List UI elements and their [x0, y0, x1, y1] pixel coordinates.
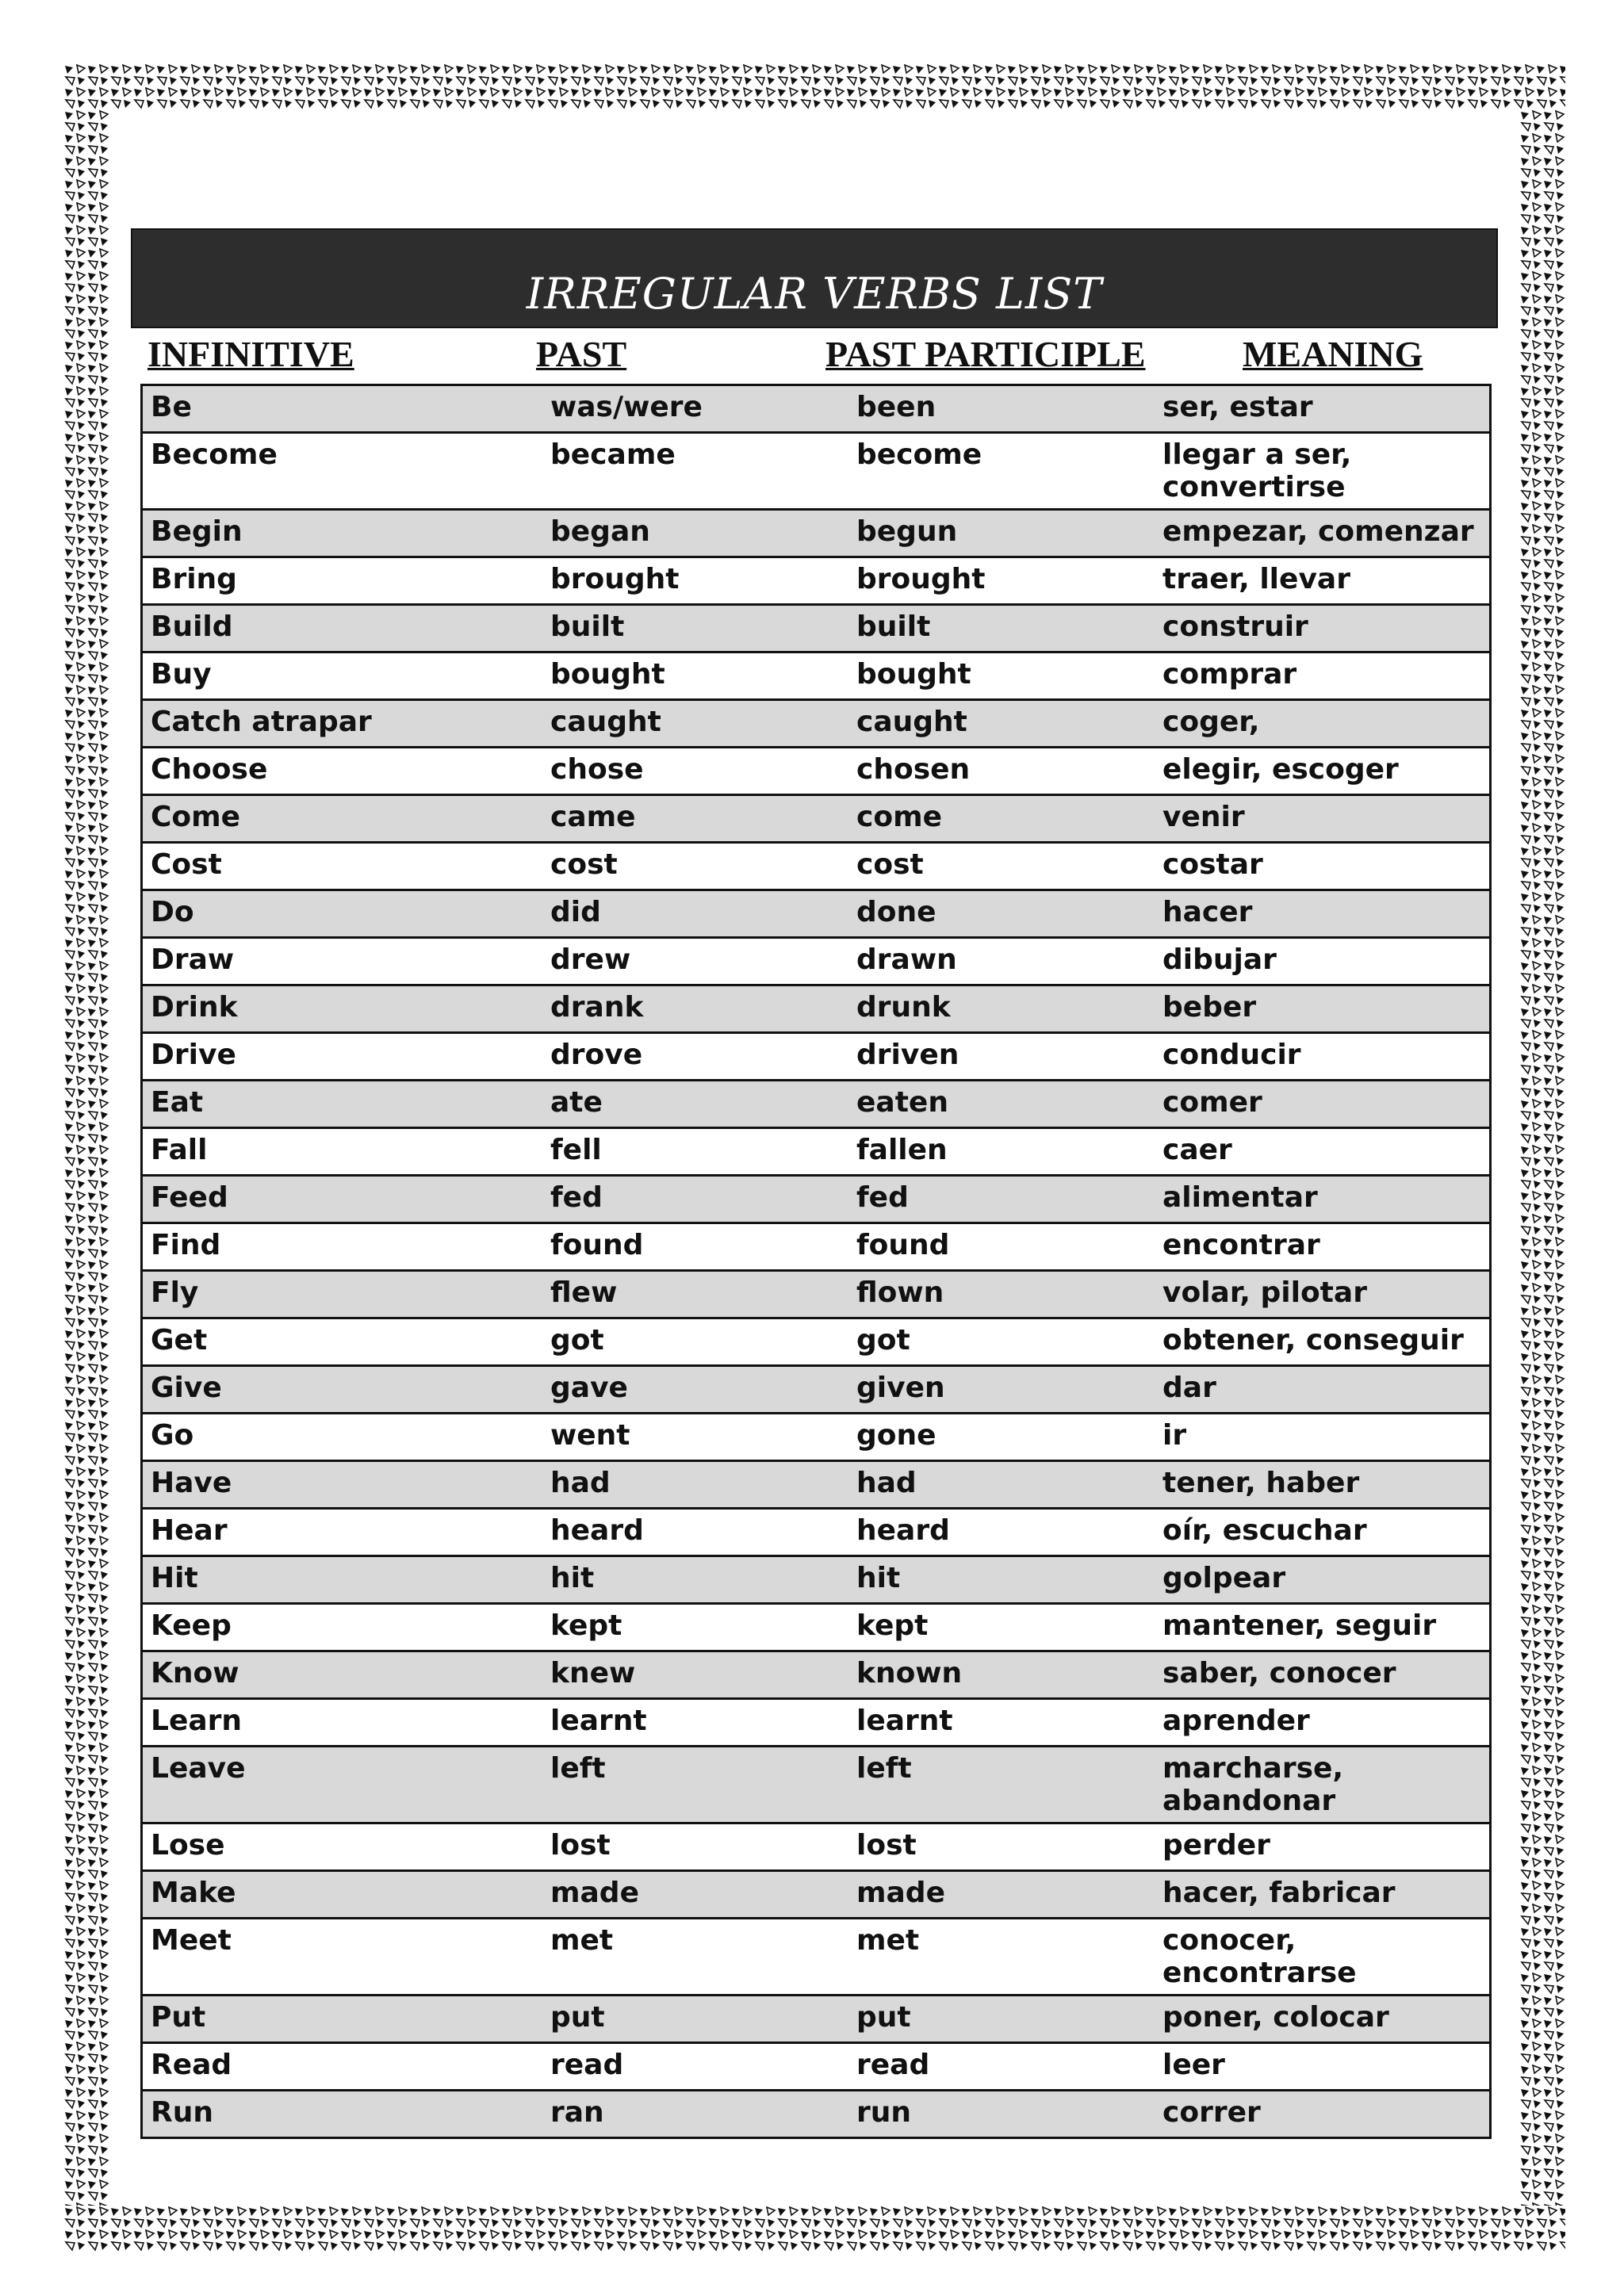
cell-infinitive: Keep	[142, 1604, 543, 1651]
cell-infinitive: Become	[142, 433, 543, 510]
cell-meaning: conocer, encontrarse	[1155, 1919, 1491, 1996]
cell-infinitive: Hit	[142, 1556, 543, 1604]
cell-meaning: encontrar	[1155, 1223, 1491, 1271]
cell-infinitive: Hear	[142, 1509, 543, 1556]
cell-past-participle: left	[848, 1747, 1155, 1823]
table-row	[142, 1318, 1491, 1366]
cell-past: met	[542, 1919, 848, 1996]
table-row	[142, 1271, 1491, 1318]
cell-meaning: leer	[1155, 2043, 1491, 2091]
cell-infinitive: Cost	[142, 843, 543, 890]
cell-past-participle: hit	[848, 1556, 1155, 1604]
cell-meaning: hacer	[1155, 890, 1491, 938]
cell-past-participle: become	[848, 433, 1155, 510]
cell-past: had	[542, 1461, 848, 1509]
cell-meaning: oír, escuchar	[1155, 1509, 1491, 1556]
cell-past: began	[542, 510, 848, 557]
cell-meaning: traer, llevar	[1155, 557, 1491, 605]
cell-past-participle: built	[848, 605, 1155, 652]
cell-infinitive: Come	[142, 795, 543, 843]
table-row	[142, 890, 1491, 938]
table-row	[142, 985, 1491, 1033]
column-header-past: PAST	[536, 334, 627, 374]
table-row	[142, 843, 1491, 890]
cell-past-participle: gone	[848, 1414, 1155, 1461]
cell-past: ate	[542, 1081, 848, 1128]
cell-meaning: costar	[1155, 843, 1491, 890]
cell-infinitive: Draw	[142, 938, 543, 985]
cell-infinitive: Put	[142, 1996, 543, 2043]
cell-past: became	[542, 433, 848, 510]
cell-meaning: empezar, comenzar	[1155, 510, 1491, 557]
cell-past: caught	[542, 700, 848, 748]
cell-meaning: venir	[1155, 795, 1491, 843]
cell-past-participle: driven	[848, 1033, 1155, 1081]
page-title: IRREGULAR VERBS LIST	[526, 269, 1103, 319]
cell-infinitive: Catch atrapar	[142, 700, 543, 748]
cell-meaning: caer	[1155, 1128, 1491, 1176]
cell-meaning: marcharse, abandonar	[1155, 1747, 1491, 1823]
cell-past: ran	[542, 2091, 848, 2138]
cell-past: heard	[542, 1509, 848, 1556]
cell-meaning: comprar	[1155, 652, 1491, 700]
table-row	[142, 652, 1491, 700]
cell-meaning: aprender	[1155, 1699, 1491, 1747]
cell-past: kept	[542, 1604, 848, 1651]
table-row	[142, 1699, 1491, 1747]
cell-past-participle: heard	[848, 1509, 1155, 1556]
cell-past: drank	[542, 985, 848, 1033]
cell-past: left	[542, 1747, 848, 1823]
table-row	[142, 605, 1491, 652]
cell-infinitive: Begin	[142, 510, 543, 557]
cell-past-participle: been	[848, 385, 1155, 433]
cell-past-participle: kept	[848, 1604, 1155, 1651]
column-header-meaning: MEANING	[1243, 334, 1423, 374]
table-row	[142, 1033, 1491, 1081]
cell-past: flew	[542, 1271, 848, 1318]
cell-past: made	[542, 1871, 848, 1919]
cell-past: did	[542, 890, 848, 938]
cell-past-participle: made	[848, 1871, 1155, 1919]
cell-past-participle: learnt	[848, 1699, 1155, 1747]
cell-meaning: coger,	[1155, 700, 1491, 748]
cell-past-participle: cost	[848, 843, 1155, 890]
cell-infinitive: Choose	[142, 748, 543, 795]
cell-past-participle: brought	[848, 557, 1155, 605]
cell-past: learnt	[542, 1699, 848, 1747]
cell-meaning: volar, pilotar	[1155, 1271, 1491, 1318]
cell-infinitive: Run	[142, 2091, 543, 2138]
cell-past: drove	[542, 1033, 848, 1081]
cell-meaning: poner, colocar	[1155, 1996, 1491, 2043]
table-row	[142, 1919, 1491, 1996]
cell-past-participle: flown	[848, 1271, 1155, 1318]
cell-meaning: correr	[1155, 2091, 1491, 2138]
cell-infinitive: Feed	[142, 1176, 543, 1223]
cell-infinitive: Learn	[142, 1699, 543, 1747]
cell-infinitive: Give	[142, 1366, 543, 1414]
cell-meaning: comer	[1155, 1081, 1491, 1128]
cell-infinitive: Be	[142, 385, 543, 433]
cell-past: got	[542, 1318, 848, 1366]
cell-meaning: tener, haber	[1155, 1461, 1491, 1509]
table-row	[142, 1081, 1491, 1128]
cell-past: was/were	[542, 385, 848, 433]
table-row	[142, 1996, 1491, 2043]
cell-past-participle: fed	[848, 1176, 1155, 1223]
cell-meaning: alimentar	[1155, 1176, 1491, 1223]
cell-infinitive: Go	[142, 1414, 543, 1461]
table-row	[142, 1461, 1491, 1509]
cell-infinitive: Drive	[142, 1033, 543, 1081]
cell-infinitive: Find	[142, 1223, 543, 1271]
cell-past-participle: drawn	[848, 938, 1155, 985]
table-row	[142, 2043, 1491, 2091]
table-row	[142, 1747, 1491, 1823]
cell-past-participle: run	[848, 2091, 1155, 2138]
cell-meaning: conducir	[1155, 1033, 1491, 1081]
table-row	[142, 1366, 1491, 1414]
cell-infinitive: Know	[142, 1651, 543, 1699]
cell-meaning: ir	[1155, 1414, 1491, 1461]
cell-past: built	[542, 605, 848, 652]
cell-past-participle: eaten	[848, 1081, 1155, 1128]
cell-past: chose	[542, 748, 848, 795]
cell-meaning: obtener, conseguir	[1155, 1318, 1491, 1366]
cell-past: hit	[542, 1556, 848, 1604]
cell-meaning: mantener, seguir	[1155, 1604, 1491, 1651]
table-row	[142, 795, 1491, 843]
cell-infinitive: Read	[142, 2043, 543, 2091]
cell-past-participle: lost	[848, 1823, 1155, 1871]
cell-past-participle: met	[848, 1919, 1155, 1996]
table-row	[142, 1509, 1491, 1556]
cell-past: read	[542, 2043, 848, 2091]
cell-past-participle: put	[848, 1996, 1155, 2043]
triangle-pattern-icon	[63, 63, 1565, 109]
cell-meaning: beber	[1155, 985, 1491, 1033]
cell-infinitive: Meet	[142, 1919, 543, 1996]
cell-past-participle: got	[848, 1318, 1155, 1366]
cell-meaning: perder	[1155, 1823, 1491, 1871]
table-row	[142, 1414, 1491, 1461]
cell-past: put	[542, 1996, 848, 2043]
table-row	[142, 1871, 1491, 1919]
triangle-pattern-icon	[1519, 109, 1565, 2206]
cell-infinitive: Do	[142, 890, 543, 938]
table-row	[142, 1651, 1491, 1699]
table-row	[142, 510, 1491, 557]
cell-past: gave	[542, 1366, 848, 1414]
table-row	[142, 748, 1491, 795]
cell-infinitive: Fly	[142, 1271, 543, 1318]
cell-past: brought	[542, 557, 848, 605]
table-row	[142, 1176, 1491, 1223]
cell-past: came	[542, 795, 848, 843]
cell-meaning: dibujar	[1155, 938, 1491, 985]
cell-past-participle: had	[848, 1461, 1155, 1509]
cell-infinitive: Leave	[142, 1747, 543, 1823]
cell-past-participle: read	[848, 2043, 1155, 2091]
cell-past-participle: found	[848, 1223, 1155, 1271]
cell-meaning: construir	[1155, 605, 1491, 652]
cell-past-participle: done	[848, 890, 1155, 938]
title-bar	[131, 228, 1498, 328]
cell-past: lost	[542, 1823, 848, 1871]
cell-past-participle: caught	[848, 700, 1155, 748]
cell-past-participle: fallen	[848, 1128, 1155, 1176]
cell-past-participle: bought	[848, 652, 1155, 700]
table-row	[142, 557, 1491, 605]
verbs-table	[140, 384, 1492, 2139]
cell-past-participle: begun	[848, 510, 1155, 557]
cell-infinitive: Bring	[142, 557, 543, 605]
cell-infinitive: Fall	[142, 1128, 543, 1176]
triangle-pattern-icon	[63, 2206, 1565, 2252]
table-row	[142, 700, 1491, 748]
table-row	[142, 1128, 1491, 1176]
cell-past: found	[542, 1223, 848, 1271]
column-header-infinitive: INFINITIVE	[147, 334, 354, 374]
cell-past-participle: drunk	[848, 985, 1155, 1033]
cell-meaning: dar	[1155, 1366, 1491, 1414]
cell-infinitive: Buy	[142, 652, 543, 700]
cell-infinitive: Make	[142, 1871, 543, 1919]
cell-infinitive: Drink	[142, 985, 543, 1033]
column-header-past-participle: PAST PARTICIPLE	[825, 334, 1146, 374]
cell-meaning: hacer, fabricar	[1155, 1871, 1491, 1919]
cell-infinitive: Get	[142, 1318, 543, 1366]
table-row	[142, 938, 1491, 985]
cell-past: bought	[542, 652, 848, 700]
cell-meaning: ser, estar	[1155, 385, 1491, 433]
triangle-pattern-icon	[63, 109, 109, 2206]
table-row	[142, 2091, 1491, 2138]
cell-infinitive: Lose	[142, 1823, 543, 1871]
cell-meaning: saber, conocer	[1155, 1651, 1491, 1699]
table-row	[142, 1823, 1491, 1871]
cell-past: drew	[542, 938, 848, 985]
cell-past-participle: come	[848, 795, 1155, 843]
cell-past: fell	[542, 1128, 848, 1176]
cell-past-participle: given	[848, 1366, 1155, 1414]
cell-past: cost	[542, 843, 848, 890]
cell-infinitive: Eat	[142, 1081, 543, 1128]
cell-past: knew	[542, 1651, 848, 1699]
cell-infinitive: Have	[142, 1461, 543, 1509]
table-row	[142, 433, 1491, 510]
table-row	[142, 1604, 1491, 1651]
table-row	[142, 1556, 1491, 1604]
cell-past-participle: chosen	[848, 748, 1155, 795]
table-row	[142, 1223, 1491, 1271]
cell-meaning: golpear	[1155, 1556, 1491, 1604]
cell-meaning: elegir, escoger	[1155, 748, 1491, 795]
cell-meaning: llegar a ser, convertirse	[1155, 433, 1491, 510]
cell-past: fed	[542, 1176, 848, 1223]
table-row	[142, 385, 1491, 433]
cell-past: went	[542, 1414, 848, 1461]
cell-infinitive: Build	[142, 605, 543, 652]
cell-past-participle: known	[848, 1651, 1155, 1699]
